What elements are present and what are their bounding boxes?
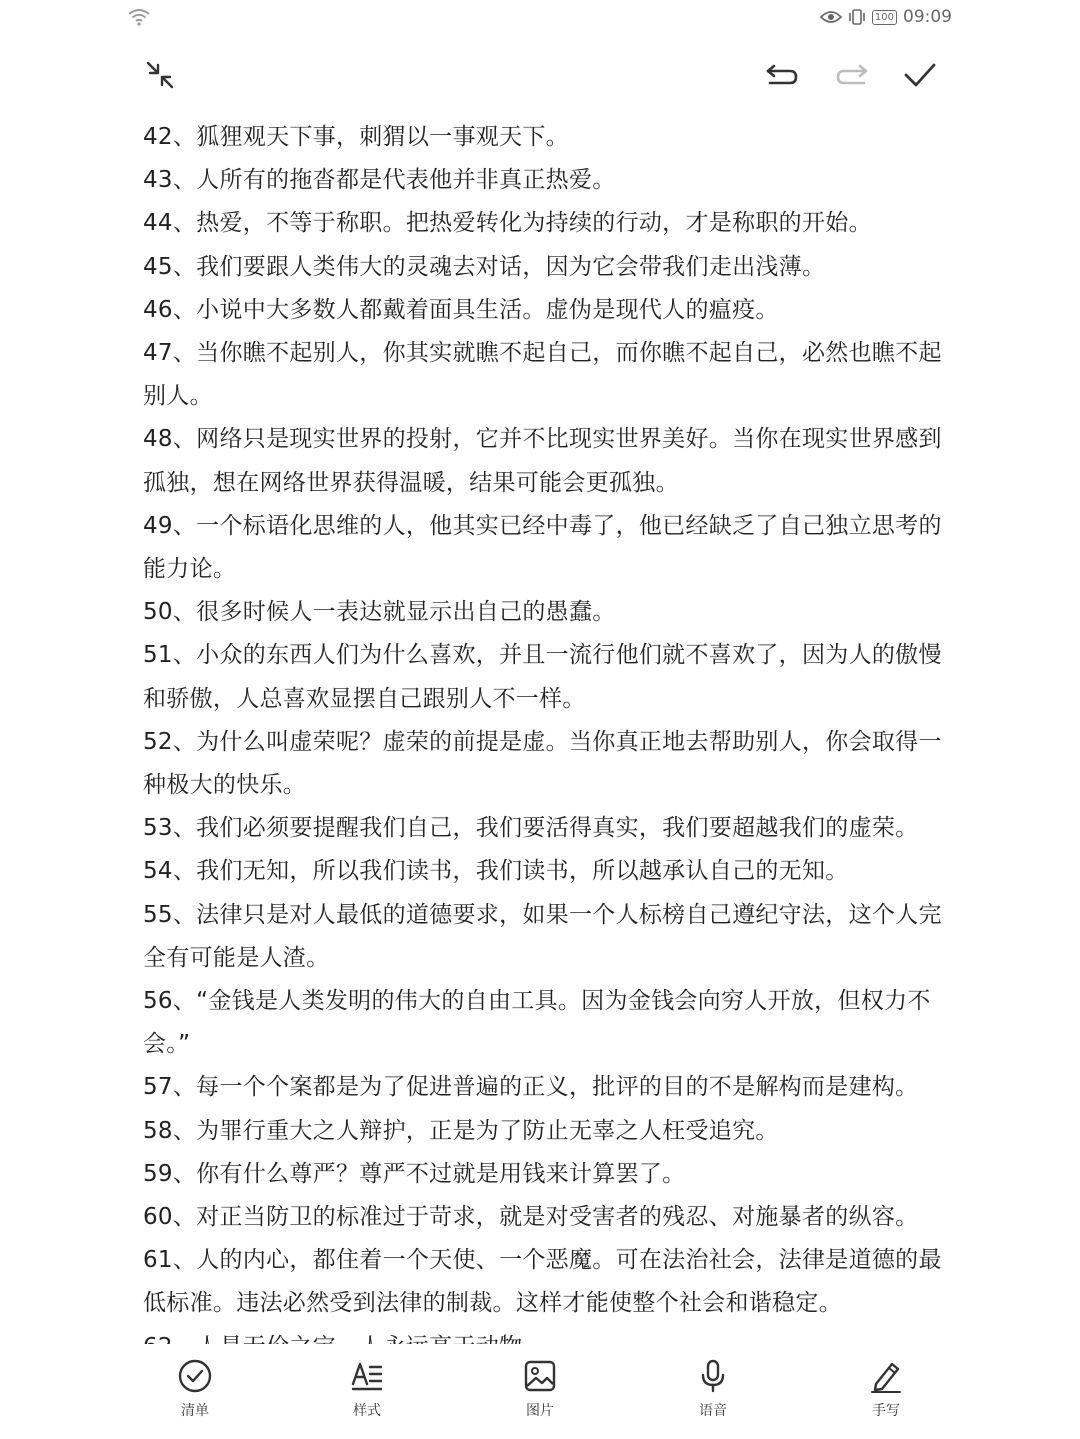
note-paragraph: 52、为什么叫虚荣呢？虚荣的前提是虚。当你真正地去帮助别人，你会取得一种极大的快乐。	[143, 728, 942, 799]
voice-button[interactable]	[673, 1358, 753, 1420]
status-time: 09:09	[903, 7, 952, 27]
redo-icon	[834, 60, 870, 90]
note-paragraph: 42、狐狸观天下事，刺猬以一事观天下。	[143, 124, 569, 150]
microphone-icon	[695, 1358, 731, 1394]
note-body[interactable]	[143, 116, 943, 1369]
note-paragraph: 47、当你瞧不起别人，你其实就瞧不起自己，而你瞧不起自己，必然也瞧不起别人。	[143, 340, 942, 410]
handwriting-label: 手写	[872, 1403, 900, 1419]
text-style-label: 样式	[353, 1403, 381, 1419]
undo-icon	[764, 60, 800, 90]
voice-label: 语音	[699, 1403, 727, 1419]
note-paragraph: 53、我们必须要提醒我们自己，我们要活得真实，我们要超越我们的虚荣。	[143, 815, 919, 842]
note-paragraph: 49、一个标语化思维的人，他其实已经中毒了，他已经缺乏了自己独立思考的能力论。	[143, 512, 942, 583]
collapse-icon	[144, 59, 176, 91]
note-paragraph: 61、人的内心，都住着一个天使、一个恶魔。可在法治社会，法律是道德的最低标准。违法必然受到法律的制裁。这样才能使整个社会和谐稳定。	[143, 1247, 942, 1317]
note-paragraph: 58、为罪行重大之人辩护，正是为了防止无辜之人枉受追究。	[143, 1117, 779, 1144]
undo-button[interactable]	[762, 55, 802, 95]
wifi-icon	[128, 8, 150, 26]
note-paragraph: 60、对正当防卫的标准过于苛求，就是对受害者的残忍、对施暴者的纵容。	[143, 1204, 919, 1231]
eye-icon	[820, 10, 842, 24]
note-paragraph: 44、热爱，不等于称职。把热爱转化为持续的行动，才是称职的开始。	[143, 210, 872, 237]
redo-button[interactable]	[832, 55, 872, 95]
note-paragraph: 57、每一个个案都是为了促进普遍的正义，批评的目的不是解构而是建构。	[143, 1074, 919, 1101]
note-paragraph: 43、人所有的拖沓都是代表他并非真正热爱。	[143, 167, 616, 194]
vibrate-icon	[848, 9, 866, 25]
note-paragraph: 46、小说中大多数人都戴着面具生活。虚伪是现代人的瘟疫。	[143, 296, 779, 323]
collapse-button[interactable]	[140, 55, 180, 95]
checklist-button[interactable]	[155, 1358, 235, 1420]
note-paragraph: 51、小众的东西人们为什么喜欢，并且一流行他们就不喜欢了，因为人的傲慢和骄傲，人总喜欢显摆自己跟别人不一样。	[143, 642, 942, 712]
pen-icon	[868, 1358, 904, 1394]
bottom-toolbar	[0, 1344, 1080, 1439]
battery-indicator: 100	[872, 10, 897, 25]
note-paragraph: 45、我们要跟人类伟大的灵魂去对话，因为它会带我们走出浅薄。	[143, 253, 826, 280]
note-paragraph: 59、你有什么尊严？尊严不过就是用钱来计算罢了。	[143, 1160, 686, 1187]
text-style-button[interactable]	[327, 1358, 407, 1420]
image-icon	[522, 1358, 558, 1394]
image-label: 图片	[526, 1403, 554, 1419]
editor-toolbar	[0, 50, 1080, 100]
note-paragraph: 48、网络只是现实世界的投射，它并不比现实世界美好。当你在现实世界感到孤独，想在网络世界获得温暖，结果可能会更孤独。	[143, 426, 942, 496]
checklist-icon	[177, 1358, 213, 1394]
text-style-icon	[349, 1358, 385, 1394]
note-paragraph: 56、“金钱是人类发明的伟大的自由工具。因为金钱会向穷人开放，但权力不会。”	[143, 988, 931, 1058]
note-paragraph: 50、很多时候人一表达就显示出自己的愚蠢。	[143, 599, 616, 626]
status-bar	[0, 0, 1080, 36]
check-icon	[903, 60, 937, 90]
checklist-label: 清单	[181, 1403, 209, 1419]
note-paragraph: 55、法律只是对人最低的道德要求，如果一个人标榜自己遵纪守法，这个人完全有可能是人渣。	[143, 901, 942, 971]
confirm-button[interactable]	[900, 55, 940, 95]
handwriting-button[interactable]	[846, 1358, 926, 1420]
note-paragraph: 54、我们无知，所以我们读书，我们读书，所以越承认自己的无知。	[143, 858, 849, 885]
image-button[interactable]	[500, 1358, 580, 1420]
